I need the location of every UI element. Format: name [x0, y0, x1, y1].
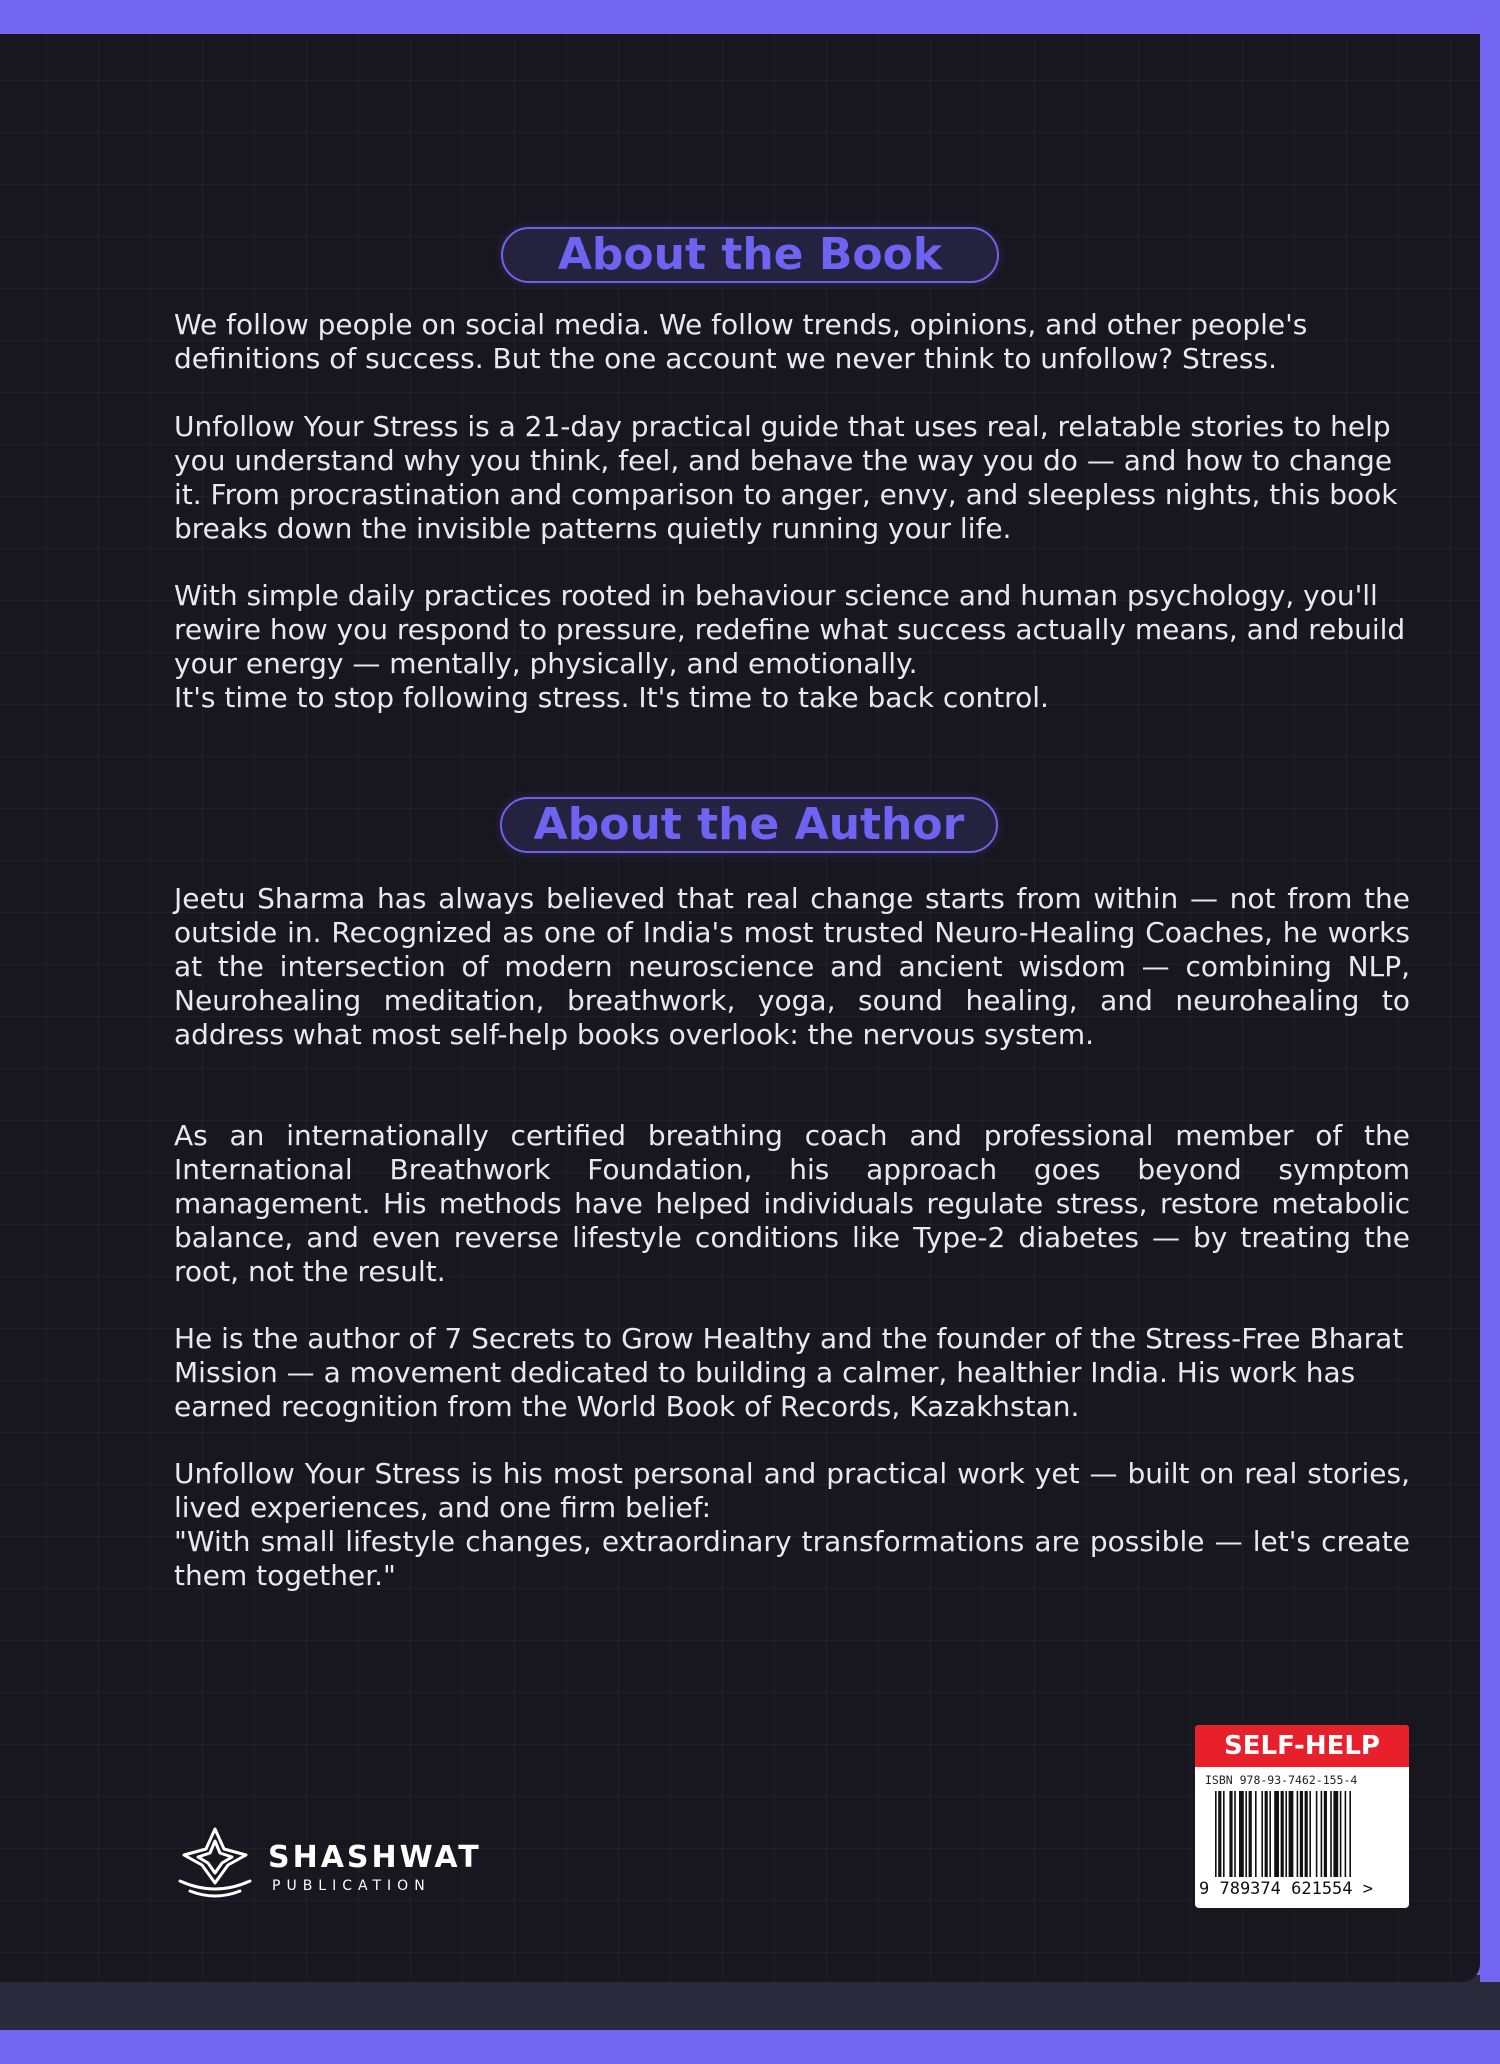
top-frame-band [0, 0, 1500, 34]
lotus-icon [172, 1825, 258, 1905]
right-frame-band [1480, 34, 1500, 1982]
about-author-paragraph-4: Unfollow Your Stress is his most personal and practical work yet — built on real stories, lived experiences, and one firm belief: [174, 1457, 1410, 1524]
bottom-shadow-band [0, 1975, 1500, 2035]
about-author-paragraph-1: Jeetu Sharma has always believed that real change starts from within — not from the outside in. Recognized as one of India's most trusted Neuro-Healing Coaches, he works at the intersection of modern neuroscience and ancient wisdom — combining NLP, Neurohealing meditation, breathwork, yoga, sound healing, and neurohealing to address what most self-help books overlook: the nervous system. [174, 882, 1410, 1051]
about-book-paragraph-2: Unfollow Your Stress is a 21-day practical guide that uses real, relatable stories to help you understand why you think, feel, and behave the way you do — and how to change it. From procrastination and comparison to anger, envy, and sleepless nights, this book breaks down the invisible patterns quietly running your life. [174, 410, 1398, 545]
about-book-paragraph-1: We follow people on social media. We follow trends, opinions, and other people's definitions of success. But the one account we never think to unfollow? Stress. [174, 308, 1308, 375]
genre-badge: SELF-HELP [1195, 1725, 1409, 1767]
barcode-digits: 9 789374 621554 > [1199, 1879, 1373, 1899]
isbn-barcode-panel [1195, 1725, 1409, 1908]
publisher-logo [172, 1825, 512, 1905]
publisher-subtitle: PUBLICATION [272, 1878, 431, 1894]
isbn-label: ISBN 978-93-7462-155-4 [1205, 1773, 1358, 1787]
about-author-paragraph-3: He is the author of 7 Secrets to Grow Healthy and the founder of the Stress-Free Bharat Mission — a movement dedicated to building a calmer, healthier India. His work has earned recognition from the World Book of Records, Kazakhstan. [174, 1322, 1404, 1423]
about-author-quote: "With small lifestyle changes, extraordinary transformations are possible — let's create them together." [174, 1525, 1410, 1592]
about-author-paragraph-2: As an internationally certified breathing coach and professional member of the International Breathwork Foundation, his approach goes beyond symptom management. His methods have helped individuals regulate stress, restore metabolic balance, and even reverse lifestyle conditions like Type-2 diabetes — by treating the root, not the result. [174, 1119, 1410, 1288]
publisher-name: SHASHWAT [268, 1840, 482, 1875]
bottom-frame-band [0, 2030, 1500, 2064]
about-book-heading: About the Book [501, 227, 999, 283]
about-author-heading: About the Author [500, 797, 998, 853]
about-book-paragraph-3: With simple daily practices rooted in behaviour science and human psychology, you'll rewire how you respond to pressure, redefine what success actually means, and rebuild your energy — mentally, physically, and emotionally. [174, 579, 1406, 680]
about-book-paragraph-4: It's time to stop following stress. It's time to take back control. [174, 681, 1049, 714]
